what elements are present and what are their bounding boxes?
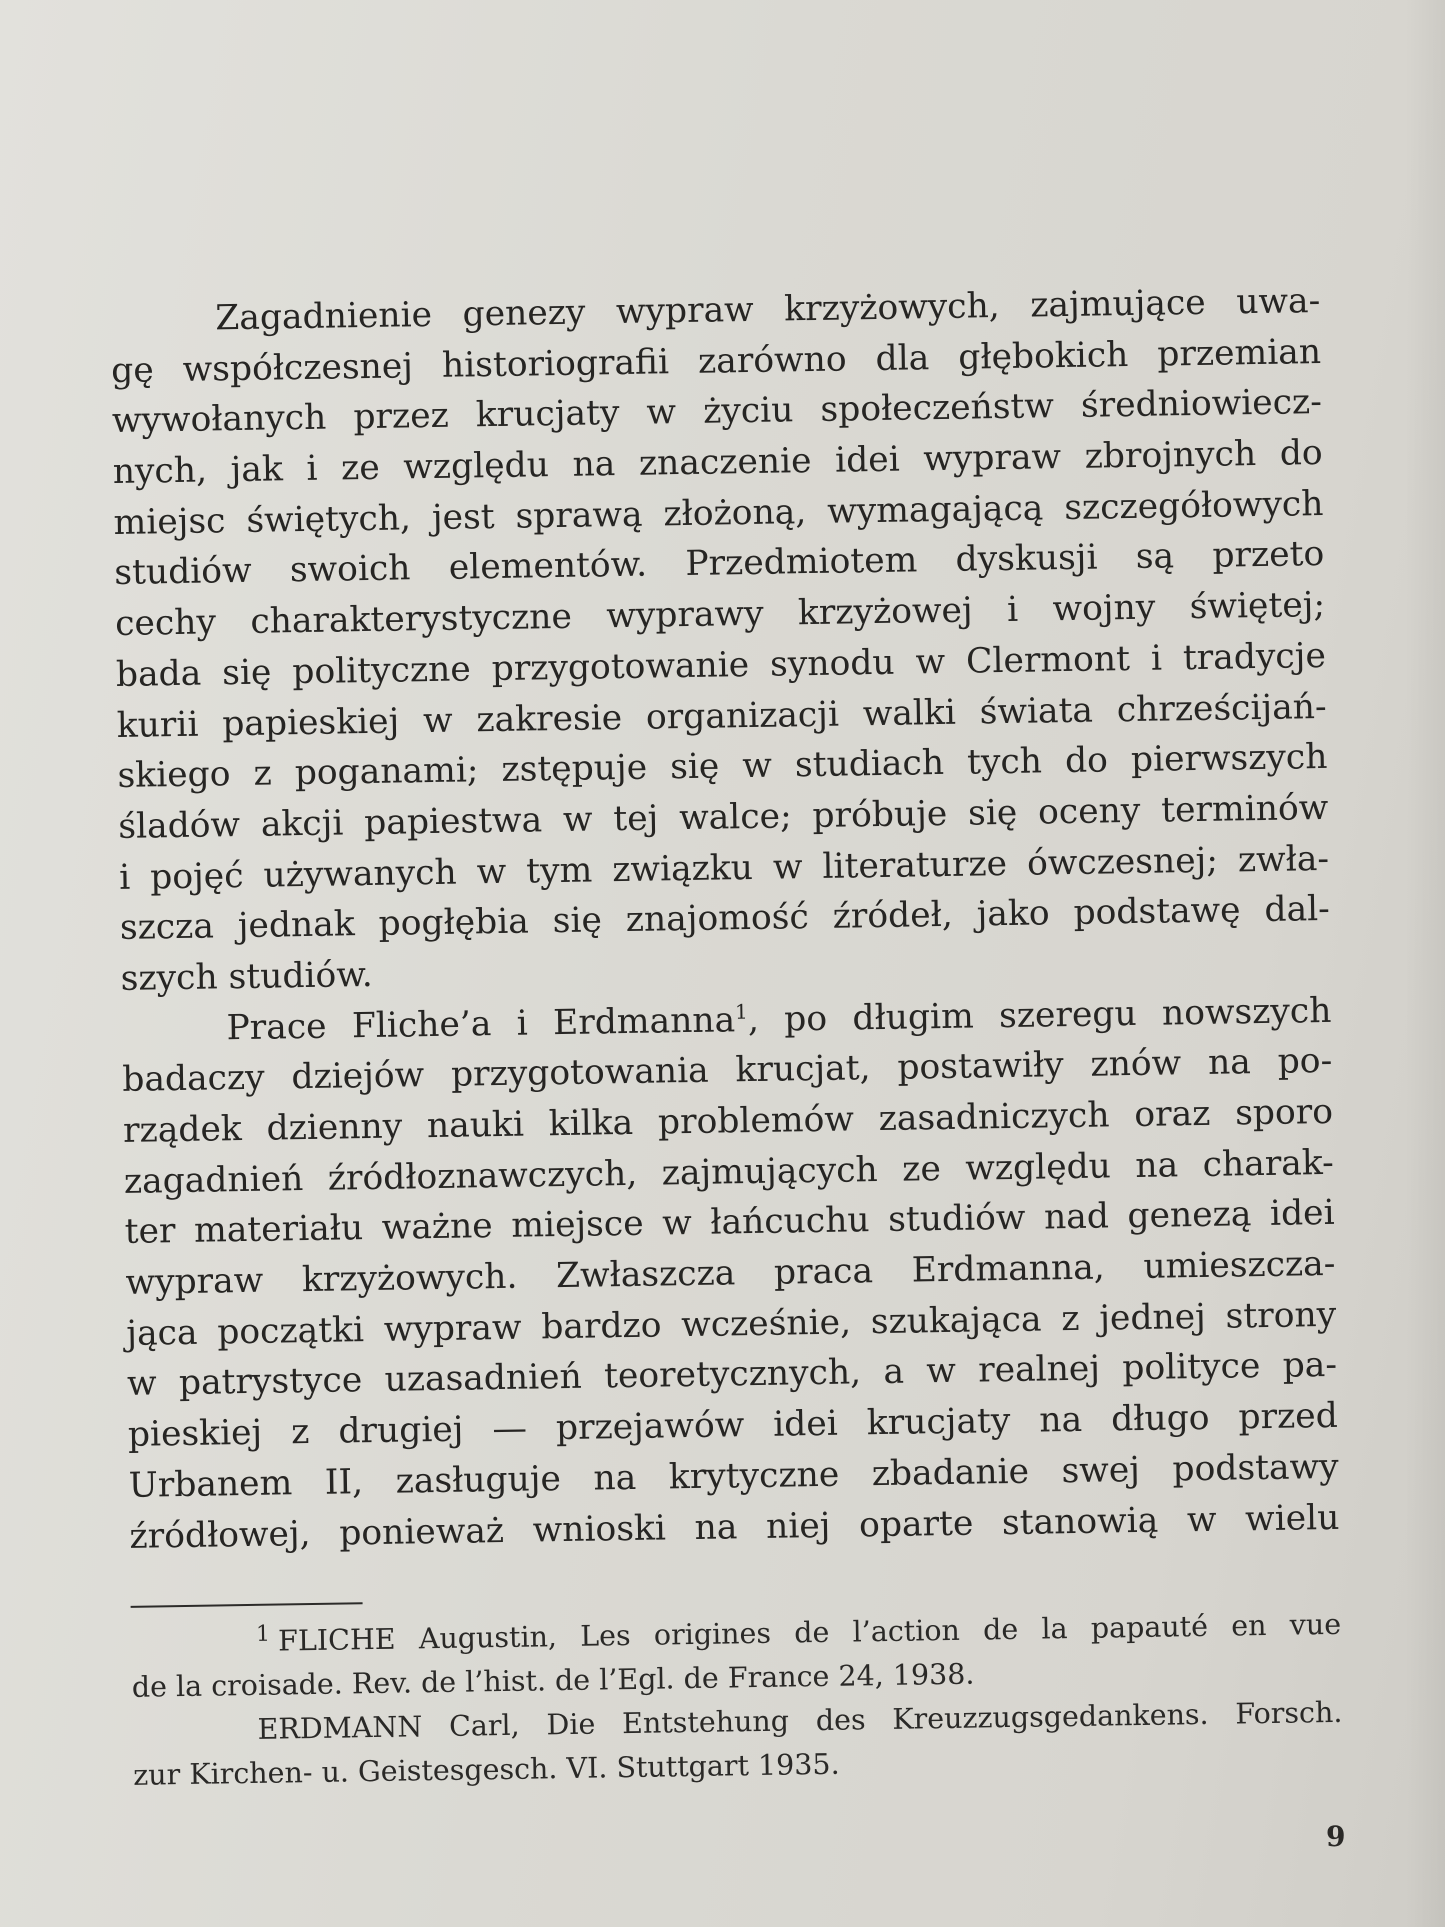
page-text-block xyxy=(110,276,1343,1798)
text-line: szych studiów. xyxy=(120,954,373,999)
text-line: rządek dzienny nauki kilka problemów zasadniczych oraz sporo xyxy=(122,1091,1334,1151)
footnotes xyxy=(131,1603,1344,1798)
text-line: śladów akcji papiestwa w tej walce; próbuje się oceny terminów xyxy=(118,787,1329,847)
footnote-line: de la croisade. Rev. de l’hist. de l’Egl. de France 24, 1938. xyxy=(131,1657,975,1705)
text-line: kurii papieskiej w zakresie organizacji walki świata chrześcijań- xyxy=(116,686,1327,746)
text-line: Zagadnienie genezy wypraw krzyżowych, zajmujące uwa- xyxy=(215,280,1321,339)
text-line: szcza jednak pogłębia się znajomość źródeł, jako podstawę dal- xyxy=(119,889,1331,949)
text-line: Urbanem II, zasługuje na krytyczne zbadanie swej podstawy xyxy=(128,1446,1339,1506)
text-line: studiów swoich elementów. Przedmiotem dyskusji są przeto xyxy=(114,534,1325,594)
page-edge-shadow xyxy=(1405,0,1445,1927)
footnote-fliche-line-1: FLICHE Augustin, Les origines de l’action de la papauté en vue xyxy=(277,1608,1342,1658)
paragraph-2-continuation: , po długim szeregu nowszych xyxy=(747,990,1332,1040)
paragraph-2 xyxy=(121,986,1340,1562)
footnote-mark: 1 xyxy=(255,1621,271,1647)
text-line: wywołanych przez krucjaty w życiu społeczeństw średniowiecz- xyxy=(111,382,1323,442)
text-line: cechy charakterystyczne wyprawy krzyżowej i wojny świętej; xyxy=(114,585,1326,645)
footnote-line: zur Kirchen- u. Geistesgesch. VI. Stuttgart 1935. xyxy=(132,1747,840,1793)
text-line: jąca początki wypraw bardzo wcześnie, szukająca z jednej strony xyxy=(126,1294,1337,1354)
text-line: ter materiału ważne miejsce w łańcuchu studiów nad genezą idei xyxy=(124,1193,1335,1253)
text-line: gę współczesnej historiografii zarówno dla głębokich przemian xyxy=(110,331,1322,391)
footnote-line: ERDMANN Carl, Die Entstehung des Kreuzzugsgedankens. Forsch. xyxy=(257,1696,1343,1747)
text-line: miejsc świętych, jest sprawą złożoną, wymagającą szczegółowych xyxy=(113,483,1324,543)
text-line: nych, jak i ze względu na znaczenie idei wypraw zbrojnych do xyxy=(112,433,1323,493)
text-line: skiego z poganami; zstępuje się w studiach tych do pierwszych xyxy=(117,737,1328,797)
text-line: pieskiej z drugiej — przejawów idei krucjaty na długo przed xyxy=(127,1395,1339,1455)
text-line: źródłowej, ponieważ wnioski na niej oparte stanowią w wielu xyxy=(129,1497,1340,1557)
text-line: bada się polityczne przygotowanie synodu w Clermont i tradycje xyxy=(115,635,1327,695)
text-line: zagadnień źródłoznawczych, zajmujących ze względu na charak- xyxy=(123,1142,1335,1202)
footnote-reference: 1 xyxy=(734,999,748,1024)
text-line: wypraw krzyżowych. Zwłaszcza praca Erdmanna, umieszcza- xyxy=(125,1243,1336,1303)
paragraph-2-start: Prace Fliche’a i Erdmanna xyxy=(226,999,736,1048)
text-line: w patrystyce uzasadnień teoretycznych, a w realnej polityce pa- xyxy=(126,1345,1338,1405)
text-line: i pojęć używanych w tym związku w literaturze ówczesnej; zwła- xyxy=(118,838,1330,898)
paragraph-1 xyxy=(110,276,1331,1005)
text-line: badaczy dziejów przygotowania krucjat, postawiły znów na po- xyxy=(122,1041,1333,1101)
page-number: 9 xyxy=(1326,1820,1346,1853)
footnote-separator-rule xyxy=(131,1602,363,1608)
